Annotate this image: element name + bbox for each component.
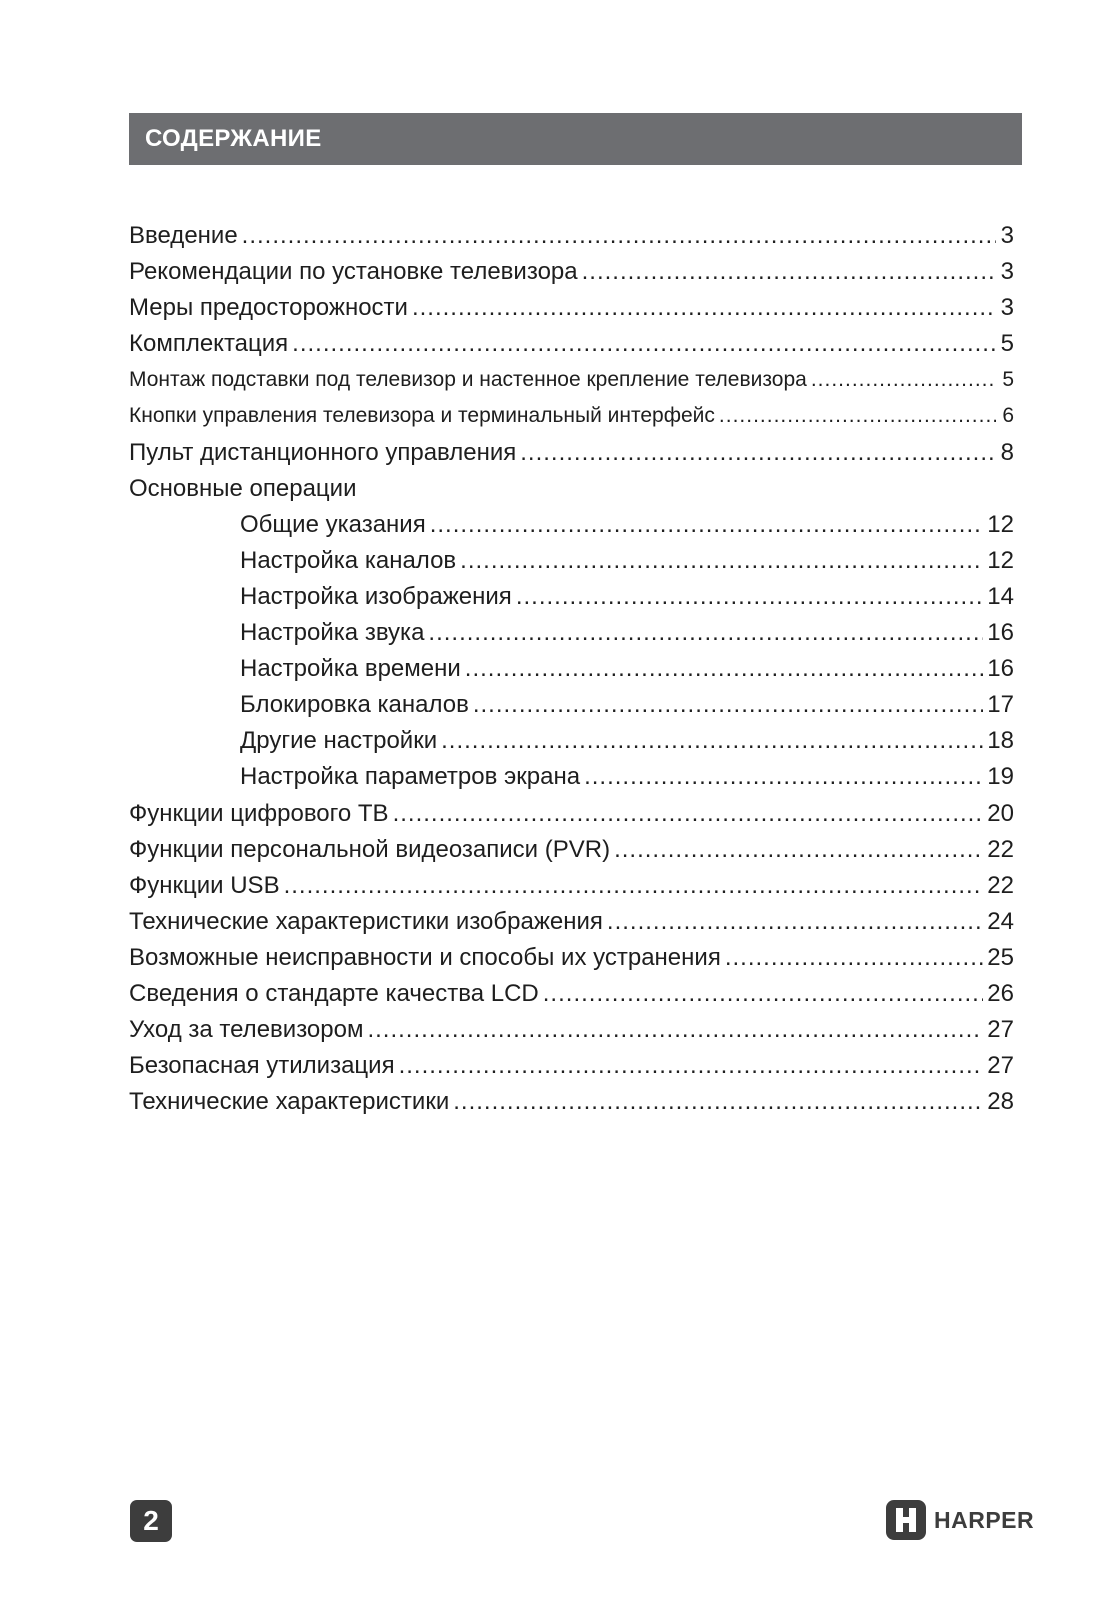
toc-entry-label: Настройка каналов (240, 546, 457, 574)
toc-dot-leader (584, 759, 983, 795)
toc-entry-page-number: 12 (987, 510, 1014, 538)
toc-dot-leader (428, 615, 983, 651)
toc-entry-label: Основные операции (129, 474, 357, 502)
toc-dot-leader (582, 254, 996, 290)
toc-entry-page-number: 24 (987, 907, 1014, 935)
toc-entry-label: Функции USB (129, 871, 280, 899)
toc-entry-label: Введение (129, 222, 238, 249)
toc-entry (129, 543, 1014, 579)
toc-dot-leader (367, 1012, 983, 1048)
toc-entry-label: Комплектация (129, 330, 289, 358)
toc-entry-page-number: 27 (987, 1016, 1014, 1044)
toc-entry (129, 976, 1014, 1012)
toc-entry (129, 218, 1014, 254)
toc-dot-leader (473, 687, 983, 723)
toc-dot-leader (719, 398, 996, 434)
toc-entry-label: Функции цифрового ТВ (129, 799, 389, 827)
toc-entry-label: Другие настройки (240, 727, 438, 755)
toc-entry (129, 796, 1014, 832)
toc-entry-page-number: 20 (987, 799, 1014, 827)
toc-entry-label: Настройка параметров экрана (240, 763, 581, 791)
toc-dot-leader (460, 543, 983, 579)
toc-dot-leader (725, 940, 983, 976)
toc-dot-leader (520, 435, 996, 471)
toc-entry-label: Уход за телевизором (129, 1016, 364, 1044)
toc-entry-label: Кнопки управления телевизора и терминальный интерфейс (129, 404, 715, 428)
toc-entry-page-number: 3 (1000, 222, 1014, 249)
toc-entry (129, 904, 1014, 940)
toc-entry-page-number: 5 (1000, 330, 1014, 358)
toc-entry-label: Технические характеристики изображения (129, 907, 603, 935)
toc-entry-page-number: 17 (987, 691, 1014, 719)
toc-entry-page-number: 28 (987, 1088, 1014, 1116)
toc-entry (129, 326, 1014, 362)
page-number-badge: 2 (130, 1500, 172, 1542)
toc-entry (129, 471, 1014, 507)
toc-entry-page-number: 22 (987, 835, 1014, 863)
toc-entry (129, 1048, 1014, 1084)
toc-entry-page-number: 14 (987, 582, 1014, 610)
toc-entry (129, 579, 1014, 615)
toc-entry (129, 507, 1014, 543)
toc-entry-label: Пульт дистанционного управления (129, 438, 517, 466)
toc-entry (129, 290, 1014, 326)
toc-dot-leader (614, 832, 983, 868)
toc-entry-page-number: 19 (987, 763, 1014, 791)
toc-entry (129, 723, 1014, 759)
toc-entry (129, 254, 1014, 290)
toc-dot-leader (412, 290, 996, 326)
toc-entry (129, 759, 1014, 795)
toc-dot-leader (811, 362, 996, 398)
toc-dot-leader (292, 326, 996, 362)
toc-entry-page-number: 12 (987, 546, 1014, 574)
toc-dot-leader (441, 723, 983, 759)
toc-entry (129, 362, 1014, 398)
brand-logo (886, 1500, 1034, 1540)
section-header-bar (129, 113, 1022, 165)
toc-entry (129, 1084, 1014, 1120)
toc-dot-leader (453, 1084, 983, 1120)
toc-entry-page-number: 8 (1000, 438, 1014, 466)
toc-dot-leader (242, 218, 996, 254)
brand-name: HARPER (934, 1506, 1035, 1533)
toc-entry (129, 398, 1014, 434)
toc-entry-label: Монтаж подставки под телевизор и настенное крепление телевизора (129, 368, 807, 392)
toc-entry (129, 868, 1014, 904)
toc-entry-label: Меры предосторожности (129, 294, 408, 322)
toc-entry (129, 1012, 1014, 1048)
toc-dot-leader (607, 904, 983, 940)
toc-dot-leader (284, 868, 984, 904)
toc-entry-page-number: 6 (1002, 404, 1014, 428)
toc-dot-leader (516, 579, 983, 615)
toc-dot-leader (399, 1048, 984, 1084)
toc-entry-label: Возможные неисправности и способы их устранения (129, 943, 721, 971)
toc-entry-page-number: 16 (987, 655, 1014, 683)
toc-entry-page-number: 3 (1000, 294, 1014, 322)
toc-entry (129, 651, 1014, 687)
toc-entry-page-number: 26 (987, 979, 1014, 1007)
toc-entry-label: Технические характеристики (129, 1088, 450, 1116)
toc-entry-label: Сведения о стандарте качества LCD (129, 979, 539, 1007)
toc-entry-label: Блокировка каналов (240, 691, 469, 719)
toc-dot-leader (393, 796, 984, 832)
toc-entry-page-number: 22 (987, 871, 1014, 899)
toc-entry (129, 940, 1014, 976)
toc-entry-page-number: 25 (987, 943, 1014, 971)
toc-dot-leader (543, 976, 984, 1012)
toc-entry-label: Настройка звука (240, 619, 425, 647)
toc-dot-leader (465, 651, 984, 687)
toc-entry (129, 687, 1014, 723)
table-of-contents (129, 218, 1014, 1120)
toc-dot-leader (430, 507, 984, 543)
toc-entry-page-number: 5 (1002, 368, 1014, 392)
toc-entry-page-number: 18 (987, 727, 1014, 755)
toc-entry (129, 435, 1014, 471)
toc-entry (129, 615, 1014, 651)
toc-entry-label: Функции персональной видеозаписи (PVR) (129, 835, 611, 863)
toc-entry-label: Настройка времени (240, 655, 461, 683)
page-title: СОДЕРЖАНИЕ (145, 125, 322, 152)
harper-h-logo-icon (886, 1500, 926, 1540)
toc-entry-label: Общие указания (240, 510, 426, 538)
toc-entry-page-number: 27 (987, 1052, 1014, 1080)
toc-entry-label: Настройка изображения (240, 582, 512, 610)
toc-entry-page-number: 3 (1000, 258, 1014, 286)
toc-entry-label: Рекомендации по установке телевизора (129, 258, 578, 286)
toc-entry (129, 832, 1014, 868)
toc-entry-label: Безопасная утилизация (129, 1052, 395, 1080)
toc-entry-page-number: 16 (987, 619, 1014, 647)
